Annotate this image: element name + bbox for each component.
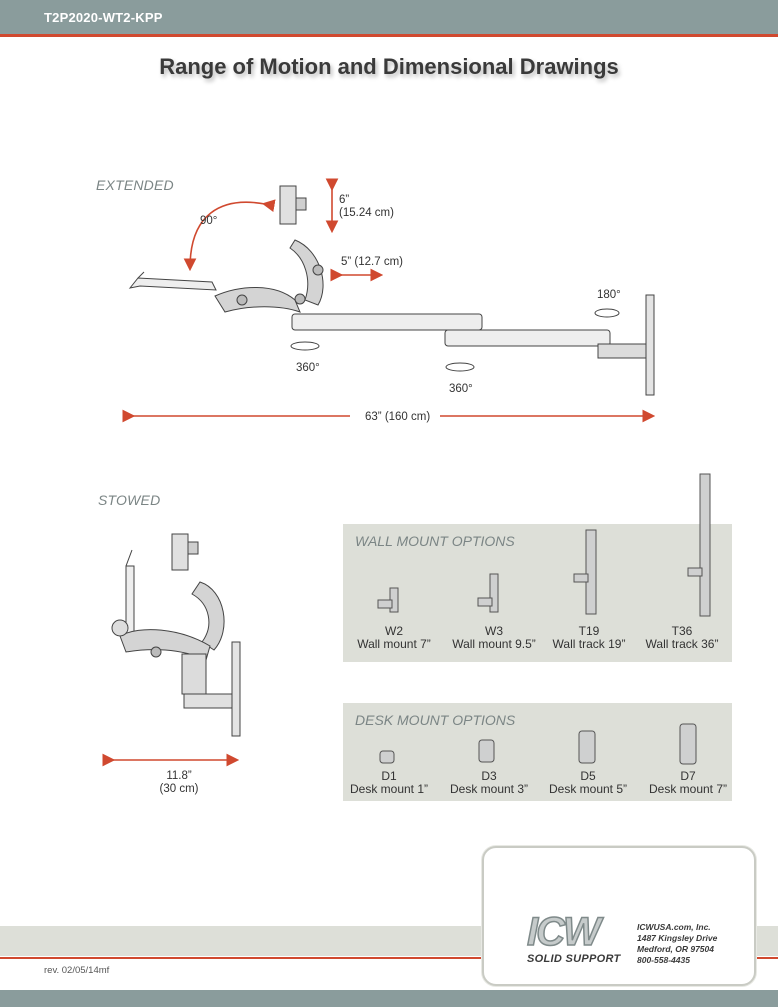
footer-bar — [0, 990, 778, 1007]
company-phone: 800-558-4435 — [637, 955, 690, 965]
stowed-width-metric: (30 cm) — [159, 783, 199, 795]
wall-option-code: W2 — [385, 624, 403, 638]
desk-option-desc: Desk mount 7” — [648, 782, 728, 796]
desk-option-code: D1 — [381, 769, 397, 783]
desk-option-desc: Desk mount 3” — [449, 782, 529, 796]
model-number: T2P2020-WT2-KPP — [44, 10, 163, 25]
rotation-wall: 180° — [597, 289, 621, 301]
height-adjust: 6” — [339, 194, 350, 206]
company-logo-box — [482, 846, 756, 986]
desk-option-desc: Desk mount 1” — [349, 782, 429, 796]
depth-adjust: 5” (12.7 cm) — [341, 256, 403, 268]
company-logo: ICW — [527, 910, 599, 954]
desk-option-code: D5 — [580, 769, 596, 783]
wall-option-desc: Wall mount 7” — [357, 637, 431, 651]
desk-option-code: D7 — [680, 769, 696, 783]
wall-option-code: T36 — [671, 624, 693, 638]
stowed-width: 11.8” — [166, 770, 192, 782]
wall-option-desc: Wall track 36” — [645, 637, 719, 651]
desk-mount-title: DESK MOUNT OPTIONS — [355, 712, 516, 728]
company-street: 1487 Kingsley Drive — [637, 933, 718, 943]
wall-mount-title: WALL MOUNT OPTIONS — [355, 533, 515, 549]
rotation-arm2: 360° — [449, 383, 473, 395]
d7-post-icon — [680, 724, 696, 764]
d1-post-icon — [380, 751, 394, 763]
wall-option-desc: Wall track 19” — [552, 637, 626, 651]
d5-post-icon — [579, 731, 595, 763]
rotation-arm1: 360° — [296, 362, 320, 374]
wall-option-desc: Wall mount 9.5” — [452, 637, 536, 651]
stowed-label: STOWED — [98, 492, 161, 508]
company-tagline: SOLID SUPPORT — [527, 953, 621, 965]
desk-option-code: D3 — [481, 769, 497, 783]
total-length: 63” (160 cm) — [365, 411, 431, 423]
tilt-angle: 90° — [200, 215, 218, 227]
company-name: ICWUSA.com, Inc. — [637, 922, 711, 932]
wall-option-code: W3 — [485, 624, 503, 638]
extended-label: EXTENDED — [96, 177, 174, 193]
wall-option-code: T19 — [578, 624, 600, 638]
height-adjust-metric: (15.24 cm) — [339, 207, 394, 219]
company-city: Medford, OR 97504 — [637, 944, 714, 954]
desk-option-desc: Desk mount 5” — [548, 782, 628, 796]
page-title: Range of Motion and Dimensional Drawings — [159, 54, 619, 79]
revision-note: rev. 02/05/14mf — [44, 965, 110, 976]
d3-post-icon — [479, 740, 494, 762]
